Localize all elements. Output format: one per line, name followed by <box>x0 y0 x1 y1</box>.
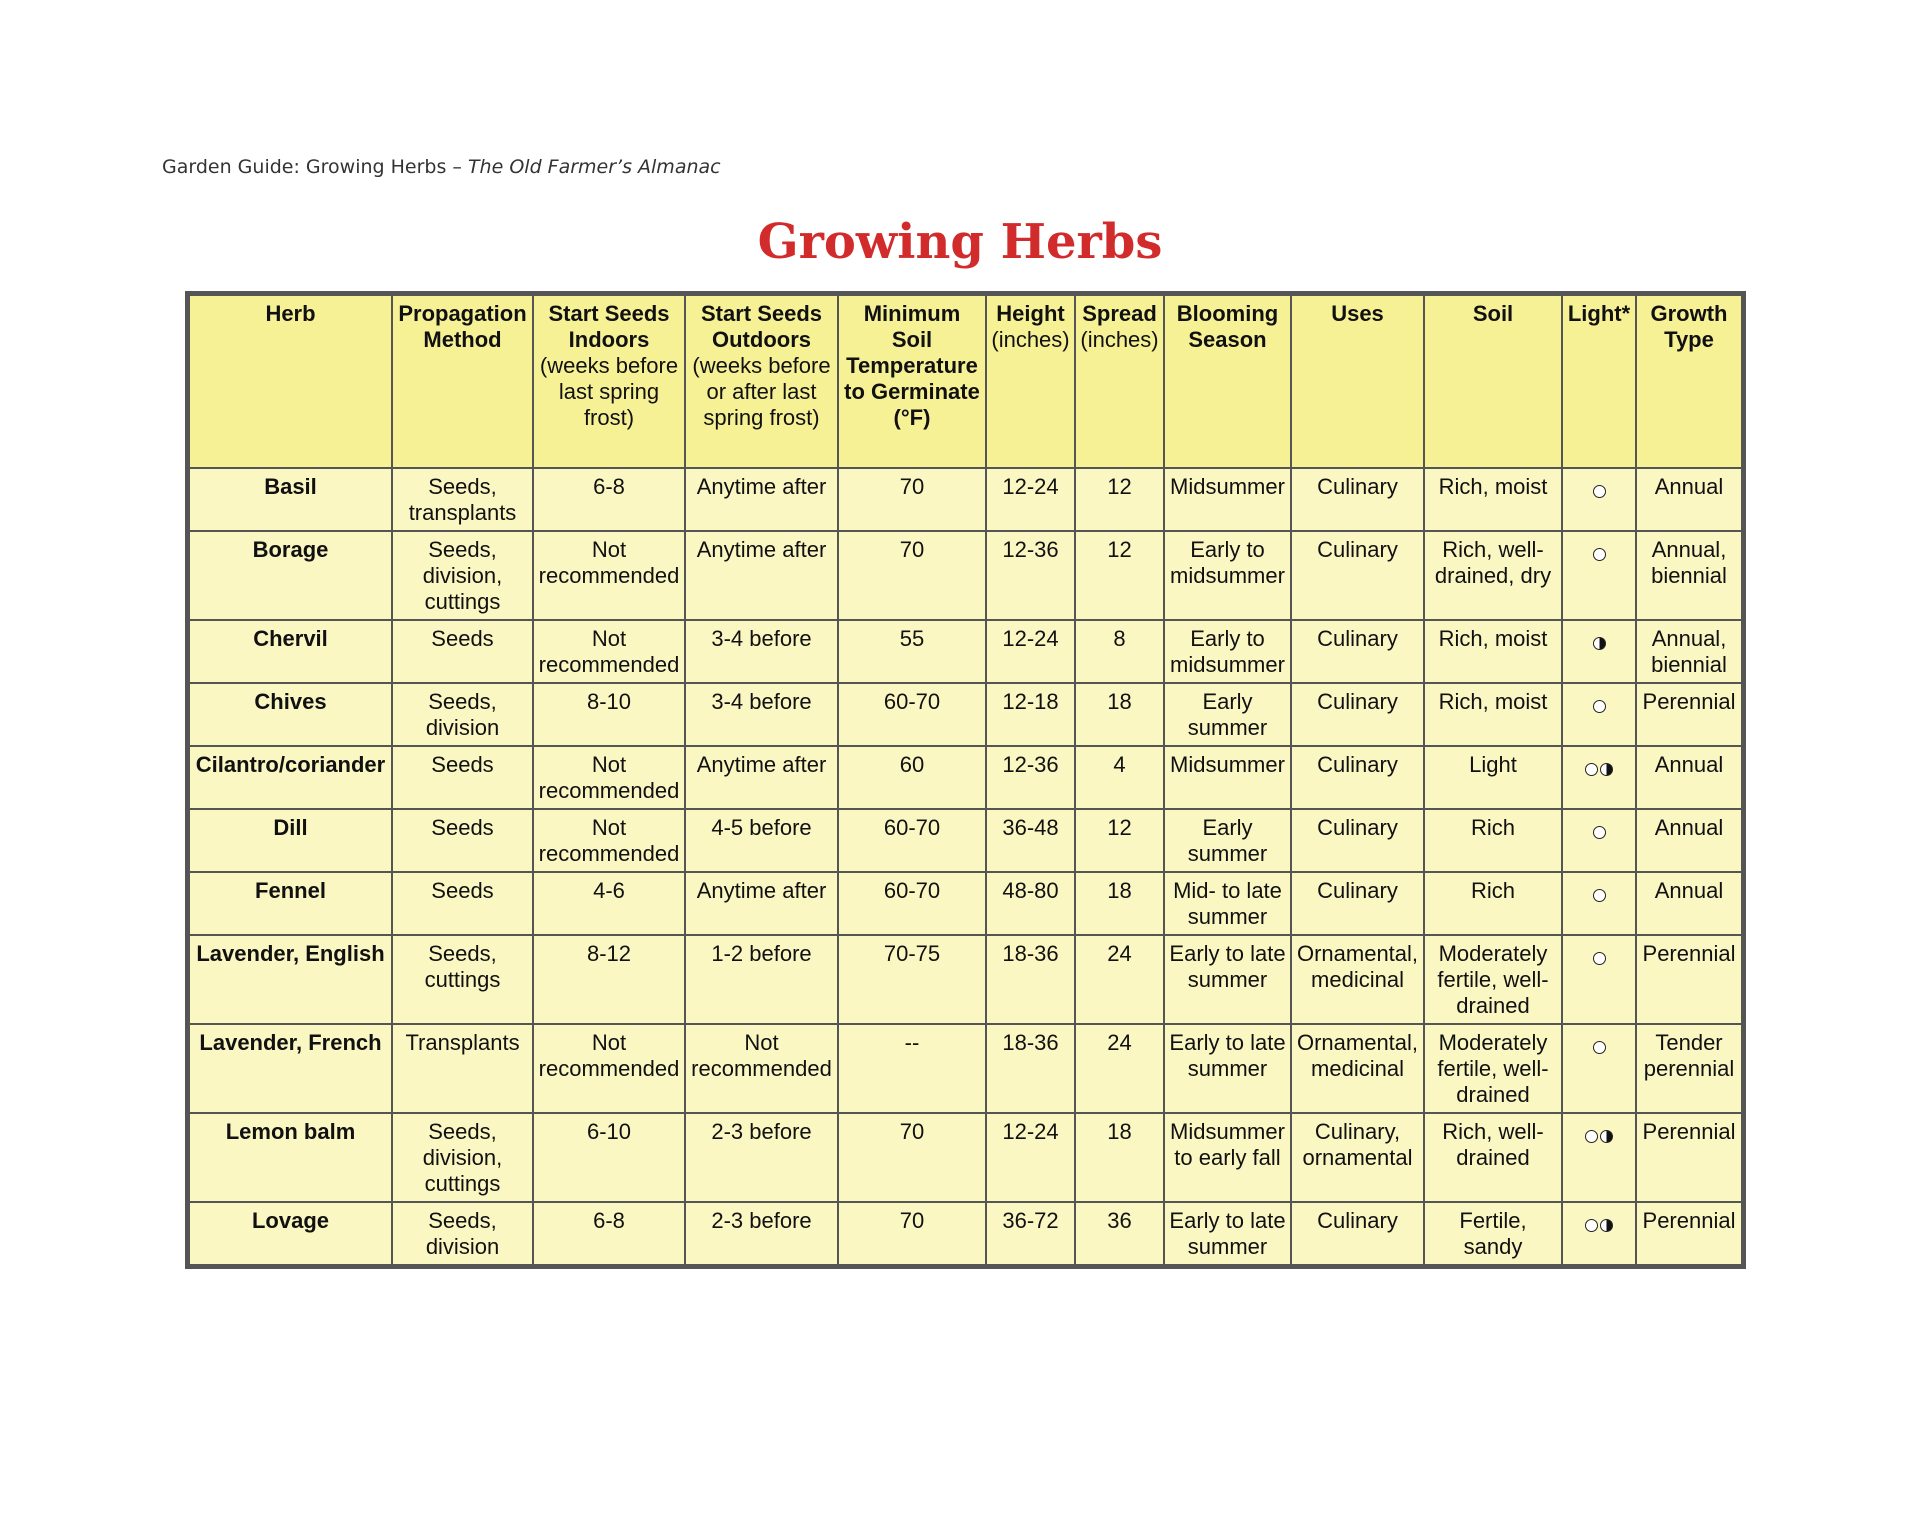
full-sun-icon <box>1593 889 1606 902</box>
cell-uses: Ornamental, medicinal <box>1291 935 1424 1024</box>
cell-growth: Perennial <box>1636 683 1742 746</box>
cell-outdoors: 4-5 before <box>685 809 838 872</box>
full-sun-icon <box>1593 548 1606 561</box>
full-sun-icon <box>1585 763 1598 776</box>
column-header-note: (weeks before or after last spring frost) <box>692 353 831 430</box>
cell-soil-temp: 55 <box>838 620 986 683</box>
cell-growth: Tender perennial <box>1636 1024 1742 1113</box>
cell-soil-temp: 70 <box>838 531 986 620</box>
cell-soil-temp: 60-70 <box>838 683 986 746</box>
cell-indoors: 6-8 <box>533 468 685 531</box>
cell-soil: Moderately fertile, well-drained <box>1424 935 1562 1024</box>
cell-indoors: 8-12 <box>533 935 685 1024</box>
cell-soil: Fertile, sandy <box>1424 1202 1562 1265</box>
partial-shade-icon <box>1600 763 1613 776</box>
cell-height: 12-24 <box>986 468 1075 531</box>
table-row <box>189 1113 1742 1202</box>
cell-blooming: Early to midsummer <box>1164 531 1291 620</box>
cell-herb: Chives <box>189 683 392 746</box>
column-header-note: (inches) <box>1080 327 1159 352</box>
table-row <box>189 531 1742 620</box>
cell-herb: Borage <box>189 531 392 620</box>
column-header-title: Uses <box>1331 301 1384 326</box>
cell-soil-temp: 70 <box>838 1113 986 1202</box>
partial-shade-icon <box>1600 1130 1613 1143</box>
cell-outdoors: Not recommended <box>685 1024 838 1113</box>
cell-propagation: Seeds <box>392 872 533 935</box>
cell-height: 12-36 <box>986 746 1075 809</box>
cell-blooming: Midsummer <box>1164 746 1291 809</box>
column-header-title: Height <box>996 301 1065 326</box>
cell-indoors: 6-8 <box>533 1202 685 1265</box>
cell-light <box>1562 872 1636 935</box>
full-sun-icon <box>1585 1130 1598 1143</box>
cell-herb: Lemon balm <box>189 1113 392 1202</box>
cell-height: 48-80 <box>986 872 1075 935</box>
column-header-title: Light* <box>1567 301 1631 326</box>
cell-herb: Fennel <box>189 872 392 935</box>
column-header <box>986 295 1075 468</box>
cell-height: 18-36 <box>986 1024 1075 1113</box>
cell-growth: Annual, biennial <box>1636 620 1742 683</box>
cell-height: 12-24 <box>986 1113 1075 1202</box>
column-header-note: (inches) <box>991 327 1070 352</box>
cell-growth: Perennial <box>1636 1113 1742 1202</box>
cell-spread: 18 <box>1075 872 1164 935</box>
cell-soil: Rich <box>1424 872 1562 935</box>
cell-soil-temp: 60-70 <box>838 872 986 935</box>
column-header <box>1424 295 1562 468</box>
full-sun-icon <box>1585 1219 1598 1232</box>
column-header <box>1075 295 1164 468</box>
cell-indoors: 6-10 <box>533 1113 685 1202</box>
cell-spread: 4 <box>1075 746 1164 809</box>
cell-uses: Culinary <box>1291 746 1424 809</box>
cell-blooming: Mid- to late summer <box>1164 872 1291 935</box>
cell-outdoors: 2-3 before <box>685 1202 838 1265</box>
cell-light <box>1562 1202 1636 1265</box>
cell-blooming: Early summer <box>1164 683 1291 746</box>
cell-outdoors: 3-4 before <box>685 620 838 683</box>
table-row <box>189 935 1742 1024</box>
column-header <box>189 295 392 468</box>
cell-herb: Lavender, French <box>189 1024 392 1113</box>
cell-blooming: Early summer <box>1164 809 1291 872</box>
cell-herb: Dill <box>189 809 392 872</box>
cell-spread: 12 <box>1075 468 1164 531</box>
full-sun-icon <box>1593 700 1606 713</box>
cell-indoors: Not recommended <box>533 809 685 872</box>
cell-light <box>1562 531 1636 620</box>
column-header <box>685 295 838 468</box>
page-title: Growing Herbs <box>757 214 1163 270</box>
cell-soil-temp: 60-70 <box>838 809 986 872</box>
cell-uses: Culinary <box>1291 683 1424 746</box>
cell-growth: Perennial <box>1636 1202 1742 1265</box>
cell-soil: Light <box>1424 746 1562 809</box>
partial-shade-icon <box>1593 637 1606 650</box>
cell-soil: Moderately fertile, well-drained <box>1424 1024 1562 1113</box>
column-header-note: (weeks before last spring frost) <box>539 353 679 430</box>
cell-uses: Culinary <box>1291 620 1424 683</box>
cell-outdoors: 1-2 before <box>685 935 838 1024</box>
cell-propagation: Seeds, division, cuttings <box>392 1113 533 1202</box>
running-head-publication: The Old Farmer’s Almanac <box>467 156 721 178</box>
cell-light <box>1562 1113 1636 1202</box>
cell-indoors: Not recommended <box>533 1024 685 1113</box>
cell-herb: Lovage <box>189 1202 392 1265</box>
column-header-title: Blooming Season <box>1176 301 1279 352</box>
cell-height: 12-24 <box>986 620 1075 683</box>
cell-spread: 24 <box>1075 1024 1164 1113</box>
cell-outdoors: Anytime after <box>685 746 838 809</box>
full-sun-icon <box>1593 952 1606 965</box>
cell-propagation: Seeds <box>392 620 533 683</box>
cell-height: 18-36 <box>986 935 1075 1024</box>
cell-spread: 24 <box>1075 935 1164 1024</box>
cell-growth: Annual <box>1636 809 1742 872</box>
cell-uses: Culinary <box>1291 872 1424 935</box>
cell-uses: Culinary <box>1291 1202 1424 1265</box>
cell-growth: Annual <box>1636 468 1742 531</box>
herb-table <box>188 294 1743 1266</box>
cell-blooming: Midsummer <box>1164 468 1291 531</box>
header-row <box>189 295 1742 468</box>
cell-height: 12-36 <box>986 531 1075 620</box>
running-head-prefix: Garden Guide: Growing Herbs – <box>162 156 468 178</box>
column-header <box>533 295 685 468</box>
cell-outdoors: Anytime after <box>685 872 838 935</box>
cell-soil: Rich, well-drained, dry <box>1424 531 1562 620</box>
full-sun-icon <box>1593 1041 1606 1054</box>
table-row <box>189 468 1742 531</box>
cell-indoors: Not recommended <box>533 620 685 683</box>
cell-soil-temp: 70 <box>838 1202 986 1265</box>
column-header-title: Start Seeds Indoors <box>548 301 670 352</box>
cell-blooming: Early to late summer <box>1164 1202 1291 1265</box>
table-row <box>189 1202 1742 1265</box>
column-header-title: Start Seeds Outdoors <box>700 301 823 352</box>
full-sun-icon <box>1593 485 1606 498</box>
table-row <box>189 809 1742 872</box>
column-header <box>392 295 533 468</box>
cell-propagation: Seeds, division, cuttings <box>392 531 533 620</box>
column-header-title: Herb <box>265 301 316 326</box>
cell-blooming: Early to late summer <box>1164 935 1291 1024</box>
cell-spread: 36 <box>1075 1202 1164 1265</box>
cell-herb: Cilantro/coriander <box>189 746 392 809</box>
cell-outdoors: Anytime after <box>685 468 838 531</box>
cell-uses: Ornamental, medicinal <box>1291 1024 1424 1113</box>
table-row <box>189 1024 1742 1113</box>
cell-propagation: Seeds, transplants <box>392 468 533 531</box>
column-header <box>1291 295 1424 468</box>
cell-propagation: Transplants <box>392 1024 533 1113</box>
cell-propagation: Seeds <box>392 809 533 872</box>
cell-herb: Lavender, English <box>189 935 392 1024</box>
cell-light <box>1562 683 1636 746</box>
cell-uses: Culinary <box>1291 468 1424 531</box>
cell-indoors: Not recommended <box>533 746 685 809</box>
cell-soil: Rich <box>1424 809 1562 872</box>
cell-indoors: 8-10 <box>533 683 685 746</box>
cell-herb: Basil <box>189 468 392 531</box>
cell-propagation: Seeds <box>392 746 533 809</box>
cell-height: 12-18 <box>986 683 1075 746</box>
cell-light <box>1562 1024 1636 1113</box>
running-head <box>162 156 721 178</box>
cell-light <box>1562 809 1636 872</box>
table-row <box>189 620 1742 683</box>
cell-outdoors: 2-3 before <box>685 1113 838 1202</box>
cell-soil: Rich, well-drained <box>1424 1113 1562 1202</box>
cell-spread: 8 <box>1075 620 1164 683</box>
table-row <box>189 872 1742 935</box>
cell-blooming: Early to midsummer <box>1164 620 1291 683</box>
column-header <box>1636 295 1742 468</box>
cell-outdoors: Anytime after <box>685 531 838 620</box>
cell-uses: Culinary <box>1291 809 1424 872</box>
cell-growth: Annual <box>1636 746 1742 809</box>
cell-spread: 12 <box>1075 809 1164 872</box>
cell-indoors: 4-6 <box>533 872 685 935</box>
cell-propagation: Seeds, cuttings <box>392 935 533 1024</box>
column-header <box>1164 295 1291 468</box>
column-header-title: Spread <box>1082 301 1157 326</box>
cell-spread: 18 <box>1075 683 1164 746</box>
cell-spread: 12 <box>1075 531 1164 620</box>
cell-indoors: Not recommended <box>533 531 685 620</box>
cell-soil-temp: 70-75 <box>838 935 986 1024</box>
cell-light <box>1562 468 1636 531</box>
cell-soil: Rich, moist <box>1424 468 1562 531</box>
cell-height: 36-48 <box>986 809 1075 872</box>
cell-light <box>1562 935 1636 1024</box>
column-header-title: Minimum Soil Temperature to Germinate (°F) <box>844 301 980 430</box>
column-header <box>1562 295 1636 468</box>
cell-uses: Culinary <box>1291 531 1424 620</box>
cell-spread: 18 <box>1075 1113 1164 1202</box>
cell-blooming: Early to late summer <box>1164 1024 1291 1113</box>
cell-light <box>1562 620 1636 683</box>
cell-growth: Annual <box>1636 872 1742 935</box>
cell-propagation: Seeds, division <box>392 1202 533 1265</box>
cell-soil-temp: 60 <box>838 746 986 809</box>
cell-growth: Perennial <box>1636 935 1742 1024</box>
table-row <box>189 683 1742 746</box>
cell-height: 36-72 <box>986 1202 1075 1265</box>
table-body <box>189 468 1742 1265</box>
cell-herb: Chervil <box>189 620 392 683</box>
full-sun-icon <box>1593 826 1606 839</box>
cell-growth: Annual, biennial <box>1636 531 1742 620</box>
cell-outdoors: 3-4 before <box>685 683 838 746</box>
cell-soil-temp: -- <box>838 1024 986 1113</box>
cell-uses: Culinary, ornamental <box>1291 1113 1424 1202</box>
column-header <box>838 295 986 468</box>
column-header-title: Growth Type <box>1650 301 1728 352</box>
column-header-title: Soil <box>1472 301 1514 326</box>
cell-light <box>1562 746 1636 809</box>
column-header-title: Propagation Method <box>398 301 527 352</box>
partial-shade-icon <box>1600 1219 1613 1232</box>
cell-propagation: Seeds, division <box>392 683 533 746</box>
cell-soil: Rich, moist <box>1424 683 1562 746</box>
table-row <box>189 746 1742 809</box>
cell-blooming: Midsummer to early fall <box>1164 1113 1291 1202</box>
cell-soil: Rich, moist <box>1424 620 1562 683</box>
cell-soil-temp: 70 <box>838 468 986 531</box>
